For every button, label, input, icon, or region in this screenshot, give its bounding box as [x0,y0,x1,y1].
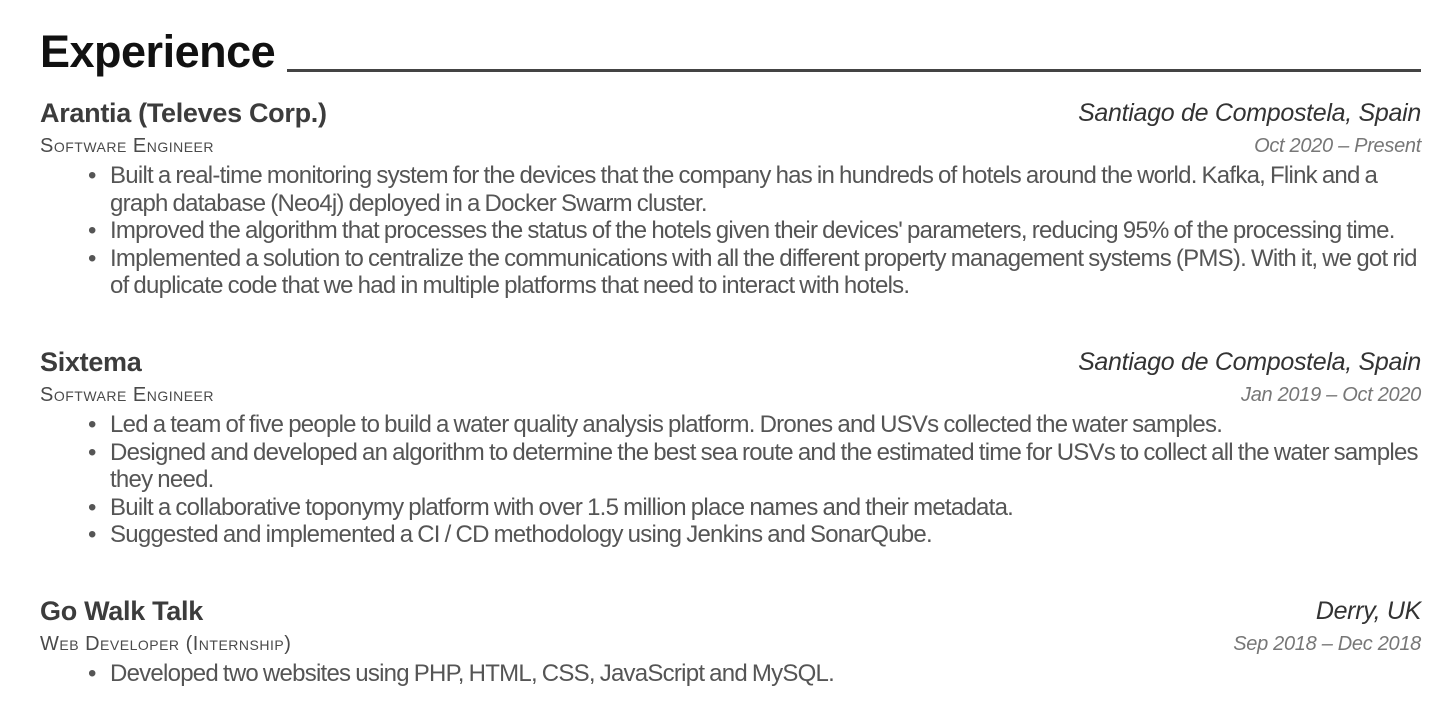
experience-entry [40,594,1421,688]
bullet-item: • Implemented a solution to centralize the communications with all the different property management systems (PMS). With it, we got rid of duplicate code that we had in multiple platforms that need to interact with hotels. [110,245,1421,300]
bullet-item: • Led a team of five people to build a water quality analysis platform. Drones and USVs collected the water samples. [110,411,1421,439]
job-dates: Oct 2020 – Present [1254,135,1421,157]
experience-entry [40,96,1421,300]
job-role: Web Developer (Internship) [40,633,292,655]
job-location: Santiago de Compostela, Spain [1078,99,1421,127]
entry-header [40,594,1421,628]
entry-subheader [40,628,1421,660]
entry-subheader [40,130,1421,162]
section-header [40,22,1421,82]
bullet-item: • Improved the algorithm that processes the status of the hotels given their devices' parameters, reducing 95% of the processing time. [110,217,1421,245]
entry-header [40,345,1421,379]
job-location: Santiago de Compostela, Spain [1078,348,1421,376]
job-location: Derry, UK [1315,597,1421,625]
bullet-item: • Developed two websites using PHP, HTML, CSS, JavaScript and MySQL. [110,660,1421,688]
entry-header [40,96,1421,130]
bullet-item: • Designed and developed an algorithm to determine the best sea route and the estimated time for USVs to collect all the water samples they need. [110,439,1421,494]
bullet-list [40,162,1421,300]
experience-entry [40,345,1421,549]
company-name: Arantia (Televes Corp.) [40,98,327,128]
job-dates: Jan 2019 – Oct 2020 [1241,384,1421,406]
company-name: Sixtema [40,347,142,377]
job-role: Software Engineer [40,384,214,406]
job-role: Software Engineer [40,135,214,157]
section-title: Experience [40,26,276,77]
bullet-item: • Built a real-time monitoring system for the devices that the company has in hundreds of hotels around the world. Kafka, Flink and a graph database (Neo4j) deployed in a Docker Swarm cluster. [110,162,1421,217]
section-divider [287,69,1421,72]
company-name: Go Walk Talk [40,596,203,626]
bullet-item: • Built a collaborative toponymy platform with over 1.5 million place names and their metadata. [110,494,1421,522]
bullet-list [40,411,1421,549]
job-dates: Sep 2018 – Dec 2018 [1233,633,1421,655]
bullet-item: • Suggested and implemented a CI / CD methodology using Jenkins and SonarQube. [110,521,1421,549]
resume-page [40,0,1421,717]
entry-subheader [40,379,1421,411]
bullet-list [40,660,1421,688]
